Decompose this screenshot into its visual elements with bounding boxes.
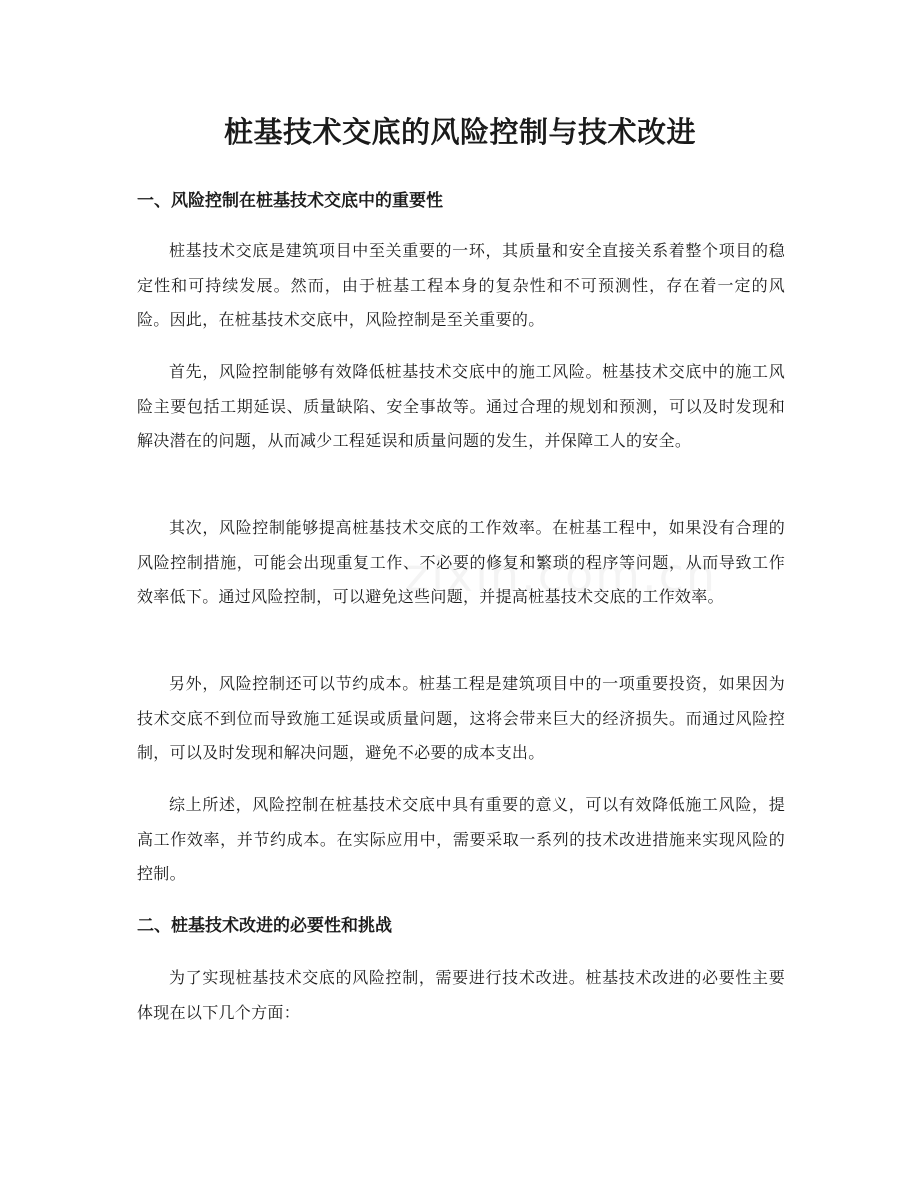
paragraph: 其次，风险控制能够提高桩基技术交底的工作效率。在桩基工程中，如果没有合理的风险控制措施，可能会出现重复工作、不必要的修复和繁琐的程序等问题，从而导致工作效率低下。通过风险控制，可以避免这些问题，并提高桩基技术交底的工作效率。 xyxy=(137,518,785,606)
paragraph: 综上所述，风险控制在桩基技术交底中具有重要的意义，可以有效降低施工风险，提高工作效率，并节约成本。在实际应用中，需要采取一系列的技术改进措施来实现风险的控制。 xyxy=(137,795,785,883)
document-title: 桩基技术交底的风险控制与技术改进 xyxy=(223,115,696,149)
paragraph: 桩基技术交底是建筑项目中至关重要的一环，其质量和安全直接关系着整个项目的稳定性和可持续发展。然而，由于桩基工程本身的复杂性和不可预测性，存在着一定的风险。因此，在桩基技术交底中，风险控制是至关重要的。 xyxy=(137,241,785,329)
section-heading-1: 一、风险控制在桩基技术交底中的重要性 xyxy=(137,191,443,211)
paragraph: 首先，风险控制能够有效降低桩基技术交底中的施工风险。桩基技术交底中的施工风险主要包括工期延误、质量缺陷、安全事故等。通过合理的规划和预测，可以及时发现和解决潜在的问题，从而减少工程延误和质量问题的发生，并保障工人的安全。 xyxy=(137,362,785,450)
paragraph: 另外，风险控制还可以节约成本。桩基工程是建筑项目中的一项重要投资，如果因为技术交底不到位而导致施工延误或质量问题，这将会带来巨大的经济损失。而通过风险控制，可以及时发现和解决问题，避免不必要的成本支出。 xyxy=(137,674,785,762)
section-heading-2: 二、桩基技术改进的必要性和挑战 xyxy=(137,916,392,936)
paragraph: 为了实现桩基技术交底的风险控制，需要进行技术改进。桩基技术改进的必要性主要体现在以下几个方面： xyxy=(137,968,785,1022)
